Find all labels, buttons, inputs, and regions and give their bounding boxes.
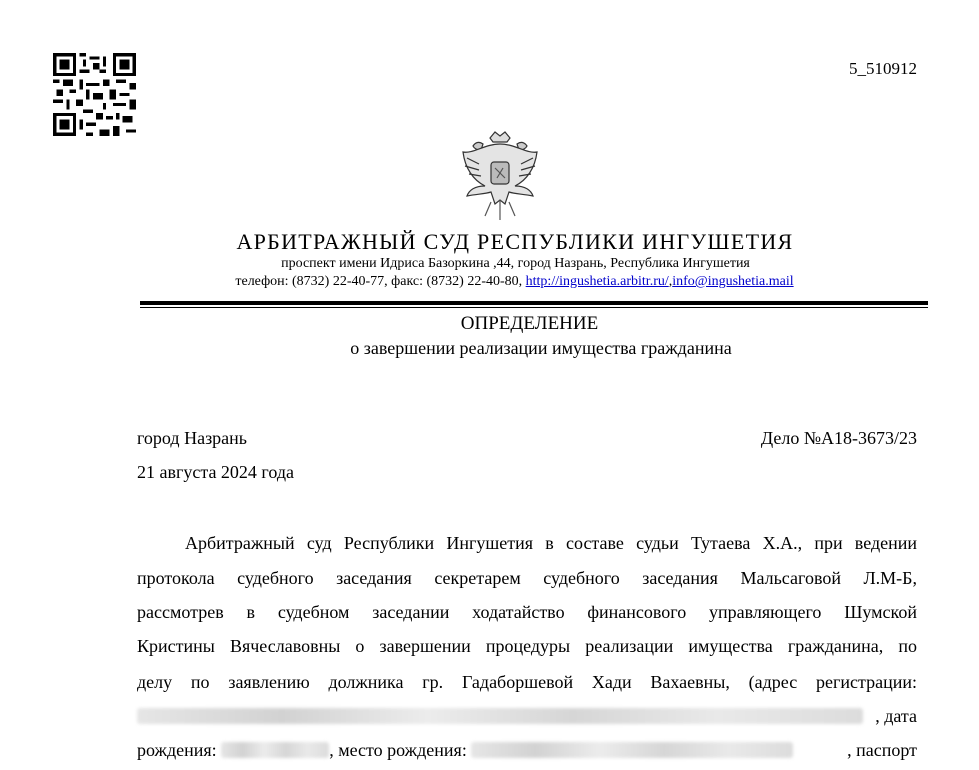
website-link[interactable]: http://ingushetia.arbitr.ru/ bbox=[525, 274, 669, 289]
court-contacts bbox=[0, 274, 979, 290]
coat-of-arms-icon bbox=[455, 130, 545, 222]
city: город Назрань bbox=[137, 428, 248, 448]
body-text: , дата bbox=[875, 706, 917, 726]
body-line bbox=[137, 705, 917, 727]
redacted-address bbox=[137, 708, 863, 724]
document-subtitle: о завершении реализации имущества гражданина bbox=[350, 338, 732, 358]
redacted-birth-place bbox=[471, 742, 793, 758]
separator-text: , bbox=[668, 274, 673, 289]
body-line bbox=[137, 671, 917, 693]
redacted-birth-date bbox=[221, 742, 329, 758]
court-name: АРБИТРАЖНЫЙ СУД РЕСПУБЛИКИ ИНГУШЕТИЯ bbox=[236, 229, 794, 254]
body-text: делу по заявлению должника гр. Гадаборшевой Хади Вахаевны, (адрес регистрации: bbox=[137, 672, 917, 692]
body-line bbox=[137, 601, 917, 623]
email-link[interactable]: info@ingushetia.mail bbox=[672, 274, 794, 289]
document-date: 21 августа 2024 года bbox=[137, 462, 294, 482]
phone-fax-text: телефон: (8732) 22-40-77, факс: (8732) 22-40-80, bbox=[235, 274, 526, 289]
body-text: рассмотрев в судебном заседании ходатайство финансового управляющего Шумской bbox=[137, 602, 917, 622]
body-line bbox=[137, 739, 917, 761]
document-title: ОПРЕДЕЛЕНИЕ bbox=[460, 313, 599, 334]
body-text: протокола судебного заседания секретарем судебного заседания Мальсаговой Л.М-Б, bbox=[137, 568, 917, 588]
body-text: Арбитражный суд Республики Ингушетия в составе судьи Тутаева Х.А., при ведении bbox=[185, 533, 917, 553]
case-number: Дело №А18-3673/23 bbox=[760, 428, 917, 448]
header-rule-thin bbox=[140, 307, 928, 308]
body-line bbox=[185, 532, 917, 554]
court-address: проспект имени Идриса Базоркина ,44, город Назрань, Республика Ингушетия bbox=[281, 256, 750, 271]
body-line bbox=[137, 635, 917, 657]
document-number: 5_510912 bbox=[849, 59, 917, 78]
body-text: Кристины Вячеславовны о завершении процедуры реализации имущества гражданина, по bbox=[137, 636, 917, 656]
body-text: , место рождения: bbox=[329, 740, 467, 760]
qr-code-icon bbox=[53, 53, 136, 136]
header-rule-thick bbox=[140, 301, 928, 305]
body-text: рождения: bbox=[137, 740, 217, 760]
body-text: , паспорт bbox=[847, 740, 917, 760]
body-line bbox=[137, 567, 917, 589]
